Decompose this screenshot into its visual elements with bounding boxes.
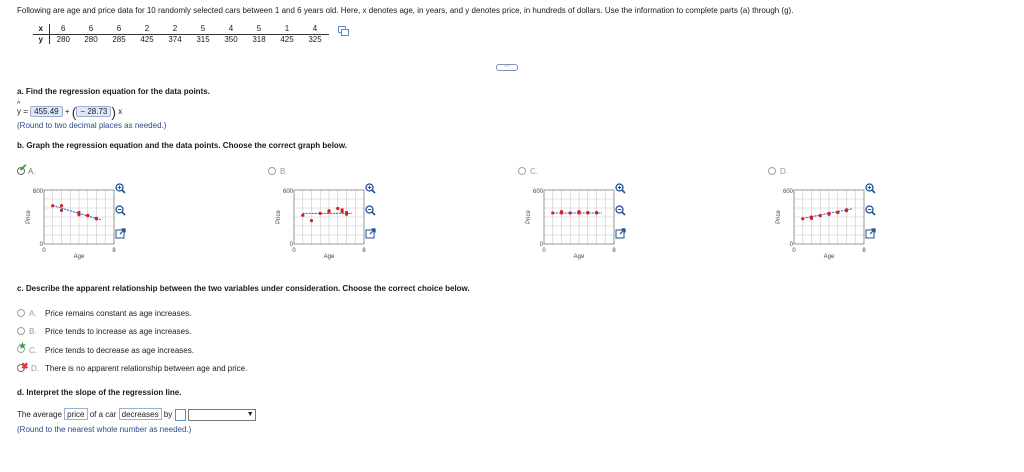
graph-svg [22, 182, 132, 262]
part-c-prompt: c. Describe the apparent relationship between the two variables under consideration. Choose the correct choice below. [17, 284, 470, 293]
x-tick-label: 8 [612, 248, 616, 254]
regression-equation [17, 103, 123, 120]
choice-b-letter: B. [29, 327, 37, 336]
choice-d-text: There is no apparent relationship between age and price. [45, 364, 248, 373]
x-cell: 4 [217, 24, 245, 34]
y-cell: 318 [252, 34, 266, 44]
y-cell: 374 [168, 34, 182, 44]
x-cell: 5 [189, 24, 217, 34]
part-a-prompt: a. Find the regression equation for the data points. [17, 87, 210, 96]
x-axis-label: Age [323, 254, 335, 260]
y-cell: 280 [84, 34, 98, 44]
wrong-x-icon: ✖ [21, 361, 29, 371]
data-point [60, 204, 63, 207]
data-point [819, 214, 822, 217]
graph-svg [522, 182, 632, 262]
graph-option-b-radio[interactable] [268, 167, 276, 175]
graph-svg [272, 182, 382, 262]
zoom-in-icon[interactable] [115, 183, 126, 194]
variable-dropdown[interactable]: price [64, 408, 87, 420]
x-cell: 6 [49, 24, 77, 34]
choice-c-letter: C. [29, 346, 37, 355]
data-point [569, 211, 572, 214]
graph-d [772, 182, 882, 262]
x-tick-label: 8 [362, 248, 366, 254]
part-a-note: (Round to two decimal places as needed.) [17, 121, 167, 130]
data-point [341, 210, 344, 213]
table-row-y [33, 34, 329, 44]
data-point [836, 210, 839, 213]
x-cell: 2 [161, 24, 189, 34]
graph-option-c-label: C. [530, 167, 538, 176]
y-tick-label: 0 [539, 242, 543, 248]
part-b-prompt: b. Graph the regression equation and the data points. Choose the correct graph below. [17, 141, 347, 150]
data-point [560, 210, 563, 213]
y-tick-label: 600 [782, 189, 793, 195]
zoom-in-icon[interactable] [615, 183, 626, 194]
y-cell: 325 [308, 34, 322, 44]
y-tick-label: 600 [32, 189, 43, 195]
expand-icon[interactable] [865, 228, 876, 239]
graph-option-d-label: D. [780, 167, 788, 176]
part-d-prompt: d. Interpret the slope of the regression line. [17, 388, 182, 397]
data-point [801, 217, 804, 220]
graph-svg [772, 182, 882, 262]
x-tick-label: 8 [112, 248, 116, 254]
copy-table-icon[interactable] [338, 26, 346, 33]
choice-a-radio[interactable] [17, 309, 25, 317]
x-tick-label: 0 [292, 248, 296, 254]
problem-intro: Following are age and price data for 10 randomly selected cars between 1 and 6 years old. Here, x denotes age, in years, and y denotes price, in hundreds of dollars. Use the information to complete parts (a) through (g). [17, 6, 794, 15]
x-cell: 6 [105, 24, 133, 34]
y-cell: 280 [56, 34, 70, 44]
data-point [345, 213, 348, 216]
data-point [336, 207, 339, 210]
data-point [586, 211, 589, 214]
data-point [827, 213, 830, 216]
zoom-in-icon[interactable] [365, 183, 376, 194]
y-axis-label: Price [276, 210, 282, 224]
x-cell: 4 [301, 24, 329, 34]
y-cell: 425 [280, 34, 294, 44]
x-variable: x [118, 107, 123, 116]
interp-text-1: The average [17, 410, 62, 419]
more-button[interactable]: ⋯ [496, 64, 518, 71]
part-d-note: (Round to the nearest whole number as needed.) [17, 425, 192, 434]
data-point [845, 208, 848, 211]
x-cell: 5 [245, 24, 273, 34]
choice-c-text: Price tends to decrease as age increases. [45, 346, 194, 355]
data-point [595, 211, 598, 214]
correct-star-icon: ★ [18, 341, 27, 352]
graph-option-d-radio[interactable] [768, 167, 776, 175]
expand-icon[interactable] [365, 228, 376, 239]
intercept-answer[interactable]: 455.49 [30, 106, 62, 117]
x-tick-label: 0 [792, 248, 796, 254]
y-tick-label: 600 [282, 189, 293, 195]
y-axis-label: Price [526, 210, 532, 224]
x-cell: 2 [133, 24, 161, 34]
y-cell: 350 [224, 34, 238, 44]
interp-text-2: of a car [89, 410, 117, 419]
x-axis-label: Age [573, 254, 585, 260]
interp-text-3: by [163, 410, 173, 419]
y-axis-label: Price [26, 210, 32, 224]
correct-check-icon: ✔ [19, 163, 28, 174]
paren-left: ( [71, 103, 77, 120]
data-point [95, 217, 98, 220]
data-point [577, 210, 580, 213]
plus-sign: + [64, 107, 70, 116]
graph-c [522, 182, 632, 262]
choice-b-radio[interactable] [17, 327, 25, 335]
equals-sign: = [23, 107, 28, 116]
data-point [319, 212, 322, 215]
y-header: y [33, 34, 49, 44]
data-point [86, 214, 89, 217]
choice-a-text: Price remains constant as age increases. [45, 309, 192, 318]
slope-interpretation [17, 408, 256, 421]
choice-b-text: Price tends to increase as age increases. [45, 327, 192, 336]
graph-option-a-label: A. [28, 167, 36, 176]
data-point [77, 213, 80, 216]
data-point [310, 219, 313, 222]
y-cell: 425 [140, 34, 154, 44]
zoom-out-icon[interactable] [115, 205, 126, 216]
x-cell: 1 [273, 24, 301, 34]
data-point [301, 214, 304, 217]
data-point [810, 217, 813, 220]
zoom-out-icon[interactable] [865, 205, 876, 216]
data-point [551, 211, 554, 214]
data-point [51, 204, 54, 207]
graph-option-b-label: B. [280, 167, 288, 176]
x-cell: 6 [77, 24, 105, 34]
unit-select[interactable] [188, 409, 256, 421]
slope-answer[interactable]: − 28.73 [76, 106, 111, 117]
x-tick-label: 0 [542, 248, 546, 254]
direction-dropdown[interactable]: decreases [119, 408, 162, 420]
graph-option-c-radio[interactable] [518, 167, 526, 175]
zoom-out-icon[interactable] [615, 205, 626, 216]
y-tick-label: 0 [39, 242, 43, 248]
data-point [60, 209, 63, 212]
y-tick-label: 600 [532, 189, 543, 195]
choice-a-letter: A. [29, 309, 37, 318]
choice-d-letter: D. [31, 364, 39, 373]
y-cell: 315 [196, 34, 210, 44]
x-axis-label: Age [823, 254, 835, 260]
y-tick-label: 0 [289, 242, 293, 248]
x-axis-label: Age [73, 254, 85, 260]
y-hat: ^ y [17, 107, 21, 116]
expand-icon[interactable] [115, 228, 126, 239]
amount-input[interactable] [175, 409, 186, 421]
zoom-out-icon[interactable] [365, 205, 376, 216]
x-header: x [33, 24, 49, 34]
y-tick-label: 0 [789, 242, 793, 248]
graph-b [272, 182, 382, 262]
y-cell: 285 [112, 34, 126, 44]
data-point [327, 210, 330, 213]
table-row-x [33, 24, 329, 34]
paren-right: ) [111, 103, 117, 120]
x-tick-label: 8 [862, 248, 866, 254]
x-tick-label: 0 [42, 248, 46, 254]
zoom-in-icon[interactable] [865, 183, 876, 194]
expand-icon[interactable] [615, 228, 626, 239]
y-axis-label: Price [776, 210, 782, 224]
graph-a [22, 182, 132, 262]
data-table [33, 24, 329, 44]
